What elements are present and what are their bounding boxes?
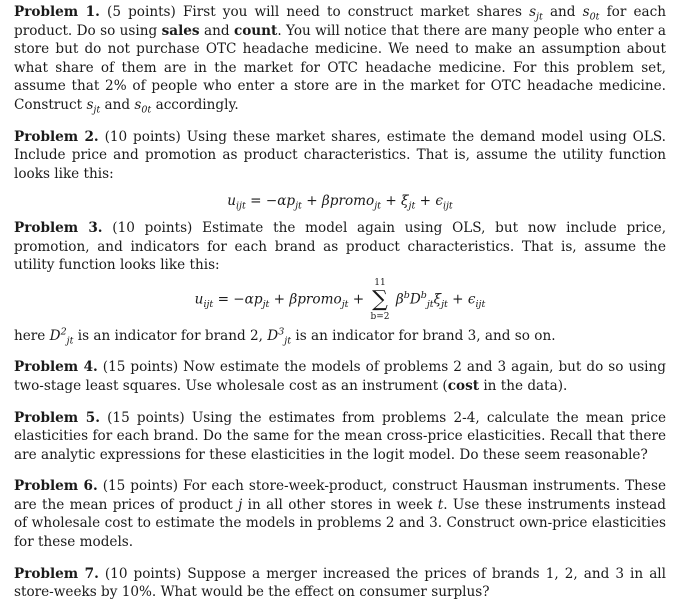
problem-7: [14, 565, 666, 602]
problem-6-text: . Use these instruments instead of wholesale cost to estimate the models in problems 2 and 3. Construct own-price elasticities for these models.: [14, 496, 666, 551]
problem-6: [14, 477, 666, 551]
problem-1: [14, 3, 666, 115]
problem-1-text: and: [203, 22, 230, 39]
problem-1-text: First you will need to construct market shares: [182, 4, 522, 20]
problem-6-text: For each store-week-product, construct Hausman instruments. These are the mean prices of product: [14, 478, 666, 513]
problem-1-text: and: [104, 96, 131, 113]
problem-3-text: Estimate the model again using OLS, but now include price, promotion, and indicators for each brand as product characteristics. That is, assume the utility function looks like this:: [14, 219, 667, 274]
problem-1-label: Problem 1.: [14, 4, 100, 20]
problem-6-points: (15 points): [102, 478, 179, 495]
problem-6-label: Problem 6.: [14, 478, 98, 495]
problem-3-points: (10 points): [112, 219, 193, 236]
problem-set-page: [14, 3, 666, 602]
problem-5-points: (15 points): [107, 409, 185, 426]
problem-2: [14, 128, 666, 184]
keyword-sales: sales: [161, 22, 200, 39]
math-s-jt: $s_{jt}$: [529, 4, 543, 23]
problem-1-text: . You will notice that there are many people who enter a store but do not purchase OTC headache medicine. We need to make an assumption about what share of them are in the market for OTC headache medicine. For this problem set, assume that 2% of people who enter a store are in the market for OTC headache medicine. Construct: [14, 22, 667, 113]
problem-2-text: Using these market shares, estimate the demand model using OLS. Include price and promotion as product characteristics. That is, assume the utility function looks like this:: [14, 128, 667, 182]
problem-6-text: in all other stores in week: [247, 496, 433, 513]
problem-5: [14, 409, 666, 465]
math-j: j: [238, 496, 243, 513]
equation-utility-brands: $u_{ijt} = -\alpha p_{jt}$ + βpromo$_{jt}$ + 11 ∑ b=2 $\beta^bD^b_{jt}\xi_{jt} + \epsilon_{ijt}$: [194, 277, 486, 322]
problem-3-text: is an indicator for brand 2,: [77, 327, 263, 344]
problem-1-text: for each product. Do so using: [14, 4, 666, 39]
problem-3-text: is an indicator for brand 3, and so on.: [295, 327, 556, 344]
problem-1-points: (5 points): [107, 4, 176, 20]
problem-3-label: Problem 3.: [14, 219, 103, 236]
keyword-cost: cost: [447, 377, 479, 394]
problem-7-text: Suppose a merger increased the prices of brands 1, 2, and 3 in all store-weeks by 10%. What would be the effect on consumer surplus?: [14, 565, 667, 601]
problem-1-text: and: [549, 4, 576, 20]
problem-3-text: here: [14, 327, 46, 344]
problem-3: [14, 219, 666, 275]
problem-4-points: (15 points): [102, 359, 179, 376]
problem-7-label: Problem 7.: [14, 565, 99, 582]
math-s-jt: $s_{jt}$: [86, 96, 101, 116]
equation-utility-ols: $u_{ijt} = -\alpha p_{jt}$ + βpromo$_{jt}$ + $\xi_{jt} + \epsilon_{ijt}$: [227, 193, 453, 213]
problem-3-note: [14, 327, 666, 346]
math-s-0t: $s_{0t}$: [134, 96, 152, 116]
sum-lower-limit: b=2: [370, 311, 390, 322]
problem-4: [14, 358, 666, 395]
math-d2-jt: $D^2_{jt}$: [49, 326, 74, 347]
problem-5-label: Problem 5.: [14, 409, 100, 426]
keyword-count: count: [233, 22, 278, 39]
sum-upper-limit: 11: [374, 277, 386, 288]
problem-4-text: Now estimate the models of problems 2 and 3 again, but do so using two-stage least squares. Use wholesale cost as an instrument (: [14, 359, 666, 394]
problem-2-points: (10 points): [104, 128, 181, 145]
problem-4-text: in the data).: [483, 377, 568, 394]
math-d3-jt: $D^3_{jt}$: [267, 326, 292, 347]
problem-1-text: accordingly.: [155, 96, 239, 113]
problem-4-label: Problem 4.: [14, 359, 98, 376]
math-s-0t: $s_{0t}$: [582, 4, 600, 23]
problem-2-label: Problem 2.: [14, 128, 99, 145]
problem-7-points: (10 points): [104, 565, 182, 582]
summation-symbol: 11 ∑ b=2: [370, 277, 390, 322]
math-t: t: [437, 496, 444, 513]
problem-5-text: Using the estimates from problems 2-4, calculate the mean price elasticities for each brand. Do the same for the mean cross-price elasticities. Recall that there are analytic expressions for these elasticities in the logit model. Do these seem reasonable?: [14, 409, 667, 463]
